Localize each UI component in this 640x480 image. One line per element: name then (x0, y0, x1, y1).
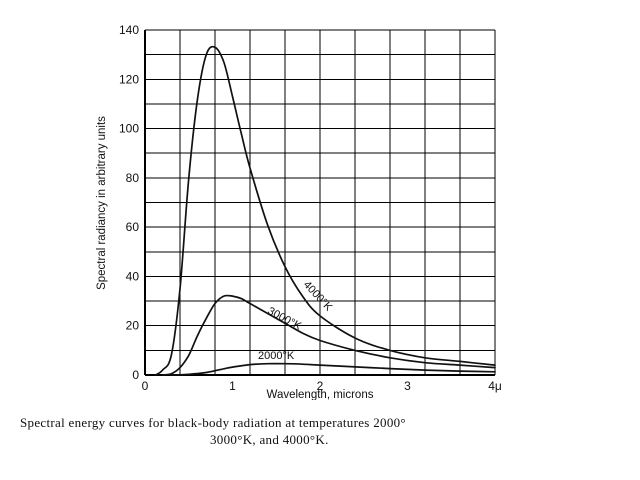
series-line-2000k (171, 364, 495, 375)
x-tick-label: 2 (316, 379, 324, 393)
y-tick-label: 40 (125, 269, 139, 284)
grid (145, 30, 495, 375)
series-label-4000k: 4000°K (300, 278, 335, 314)
x-tick-label: 4μ (488, 379, 502, 393)
caption-line-1: Spectral energy curves for black-body radiation at temperatures 2000° (20, 415, 406, 430)
y-tick-label: 20 (125, 318, 139, 333)
x-tick-label: 1 (229, 379, 236, 393)
y-tick-label: 0 (132, 368, 139, 382)
x-tick-label: 0 (141, 379, 149, 393)
caption-line-2: 3000°K, and 4000°K. (210, 432, 329, 447)
x-axis-title: Wavelength, microns (266, 389, 374, 400)
y-axis-title: Spectral radiancy in arbitrary units (96, 116, 108, 290)
x-tick-label: 3 (404, 379, 411, 393)
y-tick-label: 140 (118, 23, 139, 37)
series-label-2000k: 2000°K (258, 350, 295, 362)
series-label-3000k: 3000°K (265, 305, 304, 333)
y-tick-label: 120 (118, 72, 139, 87)
figure-caption (20, 414, 628, 448)
y-tick-label: 80 (125, 170, 139, 185)
y-tick-label: 60 (125, 220, 139, 235)
y-tick-label: 100 (118, 121, 139, 136)
